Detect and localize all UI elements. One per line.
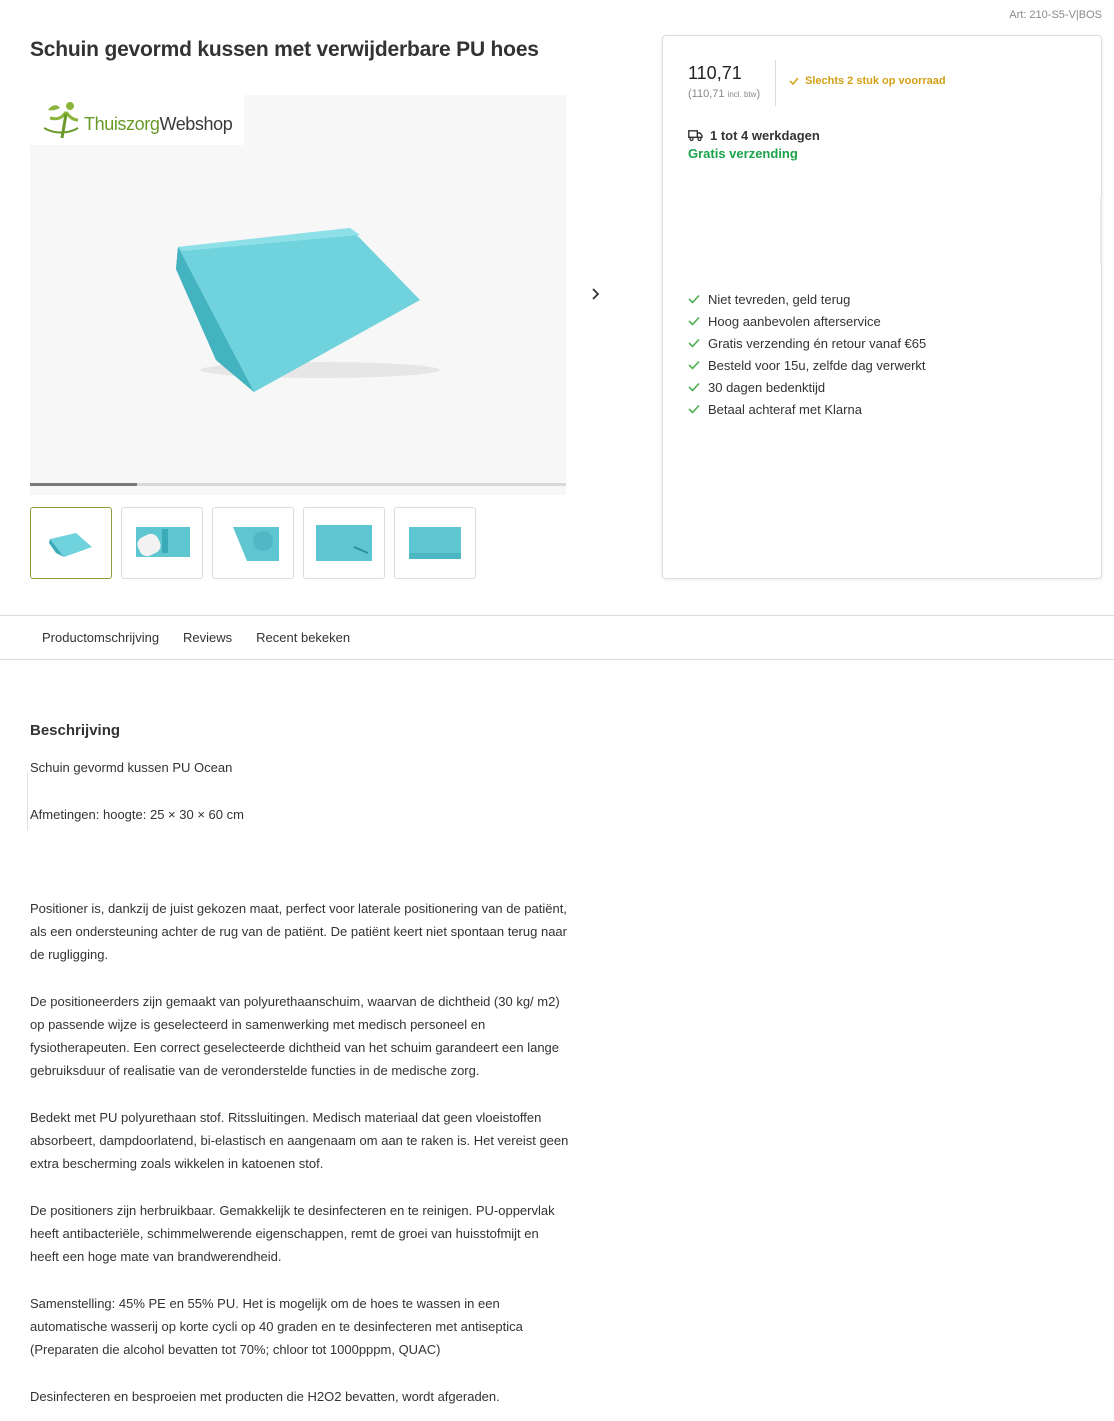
logo-figure-icon <box>44 98 80 142</box>
usp-text: Besteld voor 15u, zelfde dag verwerkt <box>708 357 926 373</box>
product-image <box>160 195 460 395</box>
description-heading: Beschrijving <box>30 722 121 739</box>
thumbnail-detail-image <box>225 521 281 565</box>
thumbnail-4[interactable] <box>303 507 385 579</box>
thumbnail-zipper-image <box>132 521 192 565</box>
stock-text: Slechts 2 stuk op voorraad <box>805 75 946 87</box>
delivery-text: 1 tot 4 werkdagen <box>710 128 820 143</box>
thumbnail-wedge-image <box>46 527 96 559</box>
usp-item <box>688 398 926 420</box>
truck-icon <box>688 130 703 141</box>
usp-list <box>688 288 926 420</box>
thumbnail-3[interactable] <box>212 507 294 579</box>
product-tabs <box>0 615 1114 660</box>
check-icon <box>688 316 700 326</box>
check-icon <box>688 404 700 414</box>
thumbnail-1[interactable] <box>30 507 112 579</box>
gallery-next-button[interactable] <box>586 285 604 303</box>
description-paragraph: De positioners zijn herbruikbaar. Gemakkelijk te desinfecteren en te reinigen. PU-oppervlak heeft antibacteriële, schimmelwerende eigenschappen, remt de groei van huisstofmijt en heeft een hoge mate van brandwerendheid. <box>30 1203 555 1264</box>
price: 110,71 <box>688 63 742 83</box>
free-shipping: Gratis verzending <box>688 146 798 161</box>
buybox-edge-divider <box>1100 198 1102 264</box>
description-paragraph: Samenstelling: 45% PE en 55% PU. Het is mogelijk om de hoes te wassen in een automatische wasserij op korte cycli op 40 graden en te desinfecteren met antiseptica (Preparaten die alcohol bevatten tot 70%; chloor tot 1000pppm, QUAC) <box>30 1296 523 1357</box>
usp-item <box>688 376 926 398</box>
check-icon <box>688 360 700 370</box>
description-line-name: Schuin gevormd kussen PU Ocean <box>30 760 233 775</box>
shop-logo <box>30 95 244 145</box>
description-line-dimensions: Afmetingen: hoogte: 25 × 30 × 60 cm <box>30 807 244 822</box>
thumbnail-flat-image <box>407 523 463 563</box>
usp-text: 30 dagen bedenktijd <box>708 379 826 395</box>
check-icon <box>688 382 700 392</box>
check-icon <box>688 338 700 348</box>
usp-item <box>688 288 926 310</box>
thumbnail-5[interactable] <box>394 507 476 579</box>
check-icon <box>688 294 700 304</box>
usp-item <box>688 354 926 376</box>
thumbnail-2[interactable] <box>121 507 203 579</box>
check-icon <box>789 77 799 85</box>
stock-status <box>789 75 946 87</box>
price-incl-close: ) <box>756 88 761 100</box>
price-divider <box>775 60 776 106</box>
logo-text-thuiszorg: Thuiszorg <box>84 113 160 134</box>
thumbnail-strip <box>30 507 476 579</box>
thumbnail-side-image <box>314 523 374 563</box>
description-paragraph: Desinfecteren en besproeien met producten die H2O2 bevatten, wordt afgeraden. <box>30 1389 500 1404</box>
article-code: Art: 210-S5-V|BOS <box>1009 9 1102 21</box>
description-paragraph: De positioneerders zijn gemaakt van polyurethaanschuim, waarvan de dichtheid (30 kg/ m2) op passende wijze is geselecteerd in samenwerking met medisch personeel en fysiotherapeuten. Een correct geselecteerde dichtheid van het schuim garandeert een lange gebruiksduur of realisatie van de veronderstelde functies in de medische zorg. <box>30 994 560 1078</box>
description-marker <box>27 772 28 830</box>
usp-text: Hoog aanbevolen afterservice <box>708 313 881 329</box>
gallery-progress-fill <box>30 483 137 486</box>
product-title: Schuin gevormd kussen met verwijderbare PU hoes <box>30 38 539 61</box>
price-incl-value: (110,71 <box>688 88 725 100</box>
delivery-time <box>688 128 820 143</box>
usp-item <box>688 310 926 332</box>
product-gallery[interactable] <box>30 95 566 495</box>
usp-text: Niet tevreden, geld terug <box>708 291 851 307</box>
price-incl-vat <box>688 88 760 100</box>
price-incl-label: incl. btw <box>727 90 757 99</box>
usp-text: Gratis verzending én retour vanaf €65 <box>708 335 927 351</box>
usp-text: Betaal achteraf met Klarna <box>708 401 862 417</box>
description-paragraph: Positioner is, dankzij de juist gekozen maat, perfect voor laterale positionering van de patiënt, als een ondersteuning achter de rug van de patiënt. De patiënt keert niet spontaan terug naar de rugligging. <box>30 901 567 962</box>
product-description <box>30 722 570 1408</box>
tab-recent-bekeken[interactable]: Recent bekeken <box>256 630 351 645</box>
gallery-progress-bar <box>30 483 566 486</box>
tab-reviews[interactable]: Reviews <box>183 630 233 645</box>
tab-productomschrijving[interactable]: Productomschrijving <box>42 630 160 645</box>
logo-text-webshop: Webshop <box>159 113 233 134</box>
description-paragraph: Bedekt met PU polyurethaan stof. Ritssluitingen. Medisch materiaal dat geen vloeistoffen absorbeert, dampdoorlatend, bi-elastisch en aangenaam om aan te raken is. Het vereist geen extra bescherming zoals wikkelen in katoenen stof. <box>30 1110 569 1171</box>
chevron-right-icon <box>590 288 600 300</box>
buy-box <box>662 35 1102 579</box>
usp-item <box>688 332 926 354</box>
